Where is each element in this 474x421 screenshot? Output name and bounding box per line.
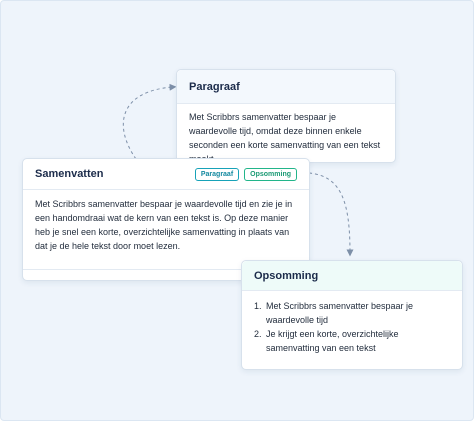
paragraph-card-title: Paragraaf bbox=[189, 80, 240, 93]
summarizer-card-header bbox=[23, 159, 309, 190]
list-item bbox=[254, 299, 450, 327]
paragraph-card-header bbox=[177, 70, 395, 104]
list-card-header bbox=[242, 261, 462, 291]
connector-to-paragraph bbox=[123, 87, 173, 159]
tab-paragraph[interactable]: Paragraaf bbox=[195, 168, 239, 181]
mode-tabs bbox=[195, 168, 297, 181]
summarizer-card-text: Met Scribbrs samenvatter bespaar je waardevolle tijd en zie je in een handomdraai wat de kern van een tekst is. Op deze manier heb je snel een korte, overzichtelijke samenvatting in plaats van dat je de hele tekst door moet lezen. bbox=[35, 199, 293, 251]
list-card-title: Opsomming bbox=[254, 269, 319, 282]
connector-to-list bbox=[309, 173, 350, 253]
tab-list[interactable]: Opsomming bbox=[244, 168, 297, 181]
list-item-text: Met Scribbrs samenvatter bespaar je waardevolle tijd bbox=[266, 301, 414, 325]
paragraph-output-card bbox=[176, 69, 396, 163]
paragraph-card-text: Met Scribbrs samenvatter bespaar je waardevolle tijd, omdat deze binnen enkele seconden een korte samenvatting van een tekst bbox=[189, 112, 381, 150]
list-item-text: Je krijgt een korte, overzichtelijke samenvatting van een tekst bbox=[266, 329, 399, 353]
list-output-card bbox=[241, 260, 463, 370]
list-item-number: 2. bbox=[254, 329, 262, 339]
summarizer-card-title: Samenvatten bbox=[35, 168, 104, 180]
list-card-body bbox=[242, 291, 462, 355]
list-item bbox=[254, 327, 450, 355]
list-item-number: 1. bbox=[254, 301, 262, 311]
summary-list bbox=[254, 299, 450, 355]
